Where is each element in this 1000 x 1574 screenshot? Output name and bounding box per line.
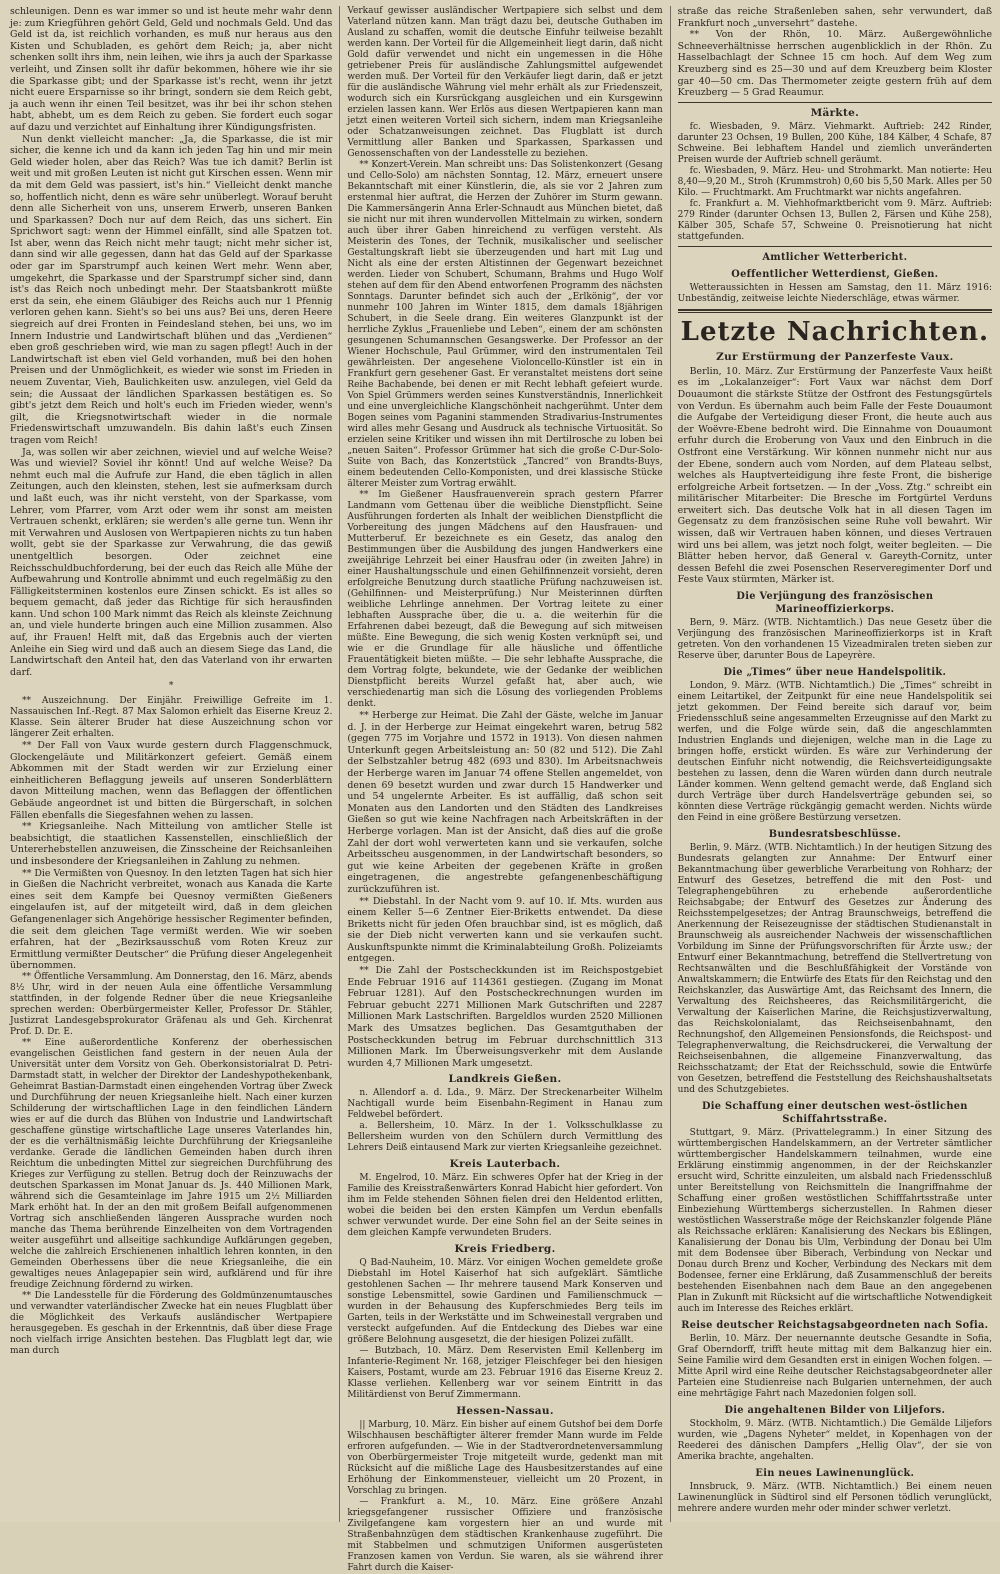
market-report: fc. Wiesbaden, 9. März. Heu- und Strohmarkt. Man notierte: Heu 8,40—9,20 M., Stroh (Krummstroh) 0,60 bis 5,50 Mark. Alles per 50 Kilo. — Fruchtmarkt. Am Fruchtmarkt war nichts angefahren.: [677, 165, 993, 198]
news-item: London, 9. März. (WTB. Nichtamtlich.) Die „Times“ schreibt in einem Leitartikel, der Zeitpunkt für eine neue Handelspolitik sei jetzt gekommen. Der Feind bereite sich darauf vor, beim Friedensschluß seine angesammelten Erzeugnisse auf den Markt zu werfen, und die Folge würde sein, daß die angeschlammten Industrien Englands und diejenigen, welche man in die Lage zu bringen hoffe, erstickt würden. Es wäre zur Verhinderung der deutschen Einfuhr nicht notwendig, die Reichsverteidigungsakte bestehen zu lassen, denn die Waren würden dann durch neutrale Länder kommen. Wenn geltend gemacht werde, daß England sich durch Verträge über durch Handelsverträge gebunden sei, so könnten diese Verträge rückgängig gemacht werden. Nichts würde den Feind in eine größere Bestürzung versetzen.: [677, 681, 993, 824]
news-item: ** Von der Rhön, 10. März. Außergewöhnliche Schneeverhältnisse herrschen augenblicklich in der Rhön. Zu Hasselbachlagt der Schnee 15 cm hoch. Auf dem Weg zum Kreuzberg sind es 25—30 und auf dem Kreuzberg beim Kloster gar 40—50 cm. Das Thermometer zeigte gestern früh auf dem Kreuzberg — 5 Grad Reaumur.: [677, 29, 993, 99]
news-item: ** Konzert-Verein. Man schreibt uns: Das Solistenkonzert (Gesang und Cello-Solo) am nächsten Sonntag, 12. März, erneuert unsere Bekanntschaft mit einer Künstlerin, die, als sie vor 2 Jahren zum erstenmal hier auftrat, die Herzen der Zuhörer im Sturm gewann. Die Kammersängerin Anna Erler-Schnaudt aus München bietet, daß sie nicht nur mit ihren wundervollen Mittelmain zu wirken, sondern auch über ihrer Gaben hinreichend zu verfügen versteht. Als Meisterin des Tones, der Technik, musikalischer und seelischer Gestaltungskraft liebt sie überzeugenden und hart mit Lug und Nicht als eine der ersten Altistinnen der Gegenwart bezeichnet werden. Lieder von Schubert, Schumann, Brahms und Hugo Wolf stehen auf dem für den Abend entworfenen Programm des nächsten Sonntags. Darunter befindet sich auch der „Erlkönig“, der vor nunmehr 100 Jahren im Winter 1815, dem damals 18jährigen Schubert, in die Seele drang. Ein weiteres Glanzpunkt ist der herrliche Zyklus „Frauenliebe und Leben“, einem der am schönsten gesungenen Schumannschen Gesangswerke. Der Professor an der Wiener Hochschule, Paul Grümmer, wird den instrumentalen Teil gewährleisten. Der angesehene Violoncello-Künstler ist ein in Frankfurt gern gesehener Gast. Er veranstaltet meistens dort seine Reihe Bachabende, bei denen er mit Recht lebhaft gefeiert wurde. Von Spiel Grümmers werden seines Kunstverständnis, Innerlichkeit und eine unvergleichliche Klangschönheit nachgerühmt. Unter dem Bogen seines vom Paganini stammenden Stradivarius-Instrumentes wird alles mehr Gesang und Ausdruck als technische Virtuosität. So erzielen seine Kritiker und wissen ihn mit Dertilrosche zu loben bei „neuen Saiten“. Professor Grümmer hat sich die große C-Dur-Solo-Suite von Bach, das Konzertstück „Tancred“ von Brandts-Buys, einem bedeutenden Cello-Komponisten, und drei klassische Stücke älterer Meister zum Vortrag erwählt.: [347, 160, 663, 489]
news-item: ** Die Zahl der Postscheckkunden ist im Reichspostgebiet Ende Februar 1916 auf 114361 gestiegen. (Zugang im Monat Februar 1281). Auf den Postscheckrechnungen wurden im Februar gebucht 2271 Millionen Mark Gutschriften und 2287 Millionen Mark Lastschriften. Bargeldlos wurden 2520 Millionen Mark des Umsatzes beglichen. Das Gesamtguthaben der Postscheckkunden betrug im Februar durchschnittlich 313 Millionen Mark. Im Überweisungsverkehr mit dem Auslande wurden 4,7 Millionen Mark umgesetzt.: [347, 965, 663, 1069]
news-item: ** Die Vermißten von Quesnoy. In den letzten Tagen hat sich hier in Gießen die Nachricht verbreitet, wonach aus Kanada die Karte eines seit dem Kampfe bei Quesnoy vermißten Gießeners eingelaufen ist, auf der mitgeteilt wird, daß in dem gleichen Gefangenenlager sich Angehörige hessischer Regimenter befinden, die seit dem gleichen Tage vermißt werden. Wie wir soeben erfahren, hat der „Bezirksausschuß vom Roten Kreuz zur Ermittlung vermißter Deutscher“ die Prüfung dieser Angelegenheit übernommen.: [10, 867, 333, 972]
news-item: Stuttgart, 9. März. (Privattelegramm.) In einer Sitzung des württembergischen Handelskammern, an der Vertreter sämtlicher württembergischer Handelskammern teilnahmen, wurde eine Erklärung einstimmig angenommen, in der der Reichskanzler ersucht wird, Schritte einzuleiten, um alsbald nach Friedensschluß unter Bereitstellung von Reichsmitteln die Inangriffnahme der Schaffung einer großen westöstlichen Schifffahrtsstraße unter Einbeziehung Württembergs sicherzustellen. In Rahmen dieser westöstlichen Wasserstraße möge der Reichskanzler folgende Pläne als Reichssache erklären: Kanalisierung des Neckars bis Eßlingen, Kanalisierung der Donau bis Ulm, Verbindung der Donau bei Ulm mit dem Bodensee über Biberach, Verbindung von Neckar und Donau durch Brenz und Kocher, Verbindung des Neckars mit dem Bodensee, ferner eine Erklärung, daß Zusammenschluß der bereits bestehenden Eisenbahnen nach dem Baue an den angegebenen Plan in Zukunft mit Rücksicht auf die wirtschaftliche Notwendigkeit auch im Interesse des Reiches erklärt.: [677, 1128, 993, 1315]
section-heading: Reise deutscher Reichstagsabgeordneten nach Sofia.: [681, 1320, 989, 1332]
section-heading: Kreis Lauterbach.: [449, 1158, 561, 1171]
article-text: straße das reiche Straßenleben sahen, sehr verwundert, daß Frankfurt noch „unversehrt“ dastehe.: [677, 6, 993, 29]
column-3: [671, 6, 992, 1522]
divider: [678, 246, 992, 247]
news-item: Stockholm, 9. März. (WTB. Nichtamtlich.) Die Gemälde Liljefors wurden, wie „Dagens Nyheter“ meldet, in Kopenhagen von der Reederei des dänischen Dampfers „Hellig Olav“, der sie von Amerika brachte, angehalten.: [677, 1419, 993, 1463]
news-item: ** Die Landesstelle für die Förderung des Goldmünzenumtausches und verwandter vaterländischer Zwecke hat ein neues Flugblatt über die Möglichkeit des Verkaufs ausländischer Wertpapiere herausgegeben. Es geschah in der Erkenntnis, daß über diese Frage noch vielfach irrige Ansichten bestehen. Das Flugblatt legt dar, wie man durch: [10, 1290, 333, 1356]
news-item: Berlin, 10. März. Der neuernannte deutsche Gesandte in Sofia, Graf Oberndorff, trifft heute mittag mit dem Balkanzug hier ein. Seine Familie wird dem Gesandten erst in einigen Wochen folgen. — Mitte April wird eine Reihe deutscher Reichstagsabgeordneter aller Parteien eine Studienreise nach Bulgarien unternehmen, der auch eine mehrtägige Fahrt nach Mazedonien folgen soll.: [677, 1334, 993, 1400]
column-rule: [339, 6, 340, 1522]
article-text: Nun denkt vielleicht mancher: „Ja, die Sparkasse, die ist mir sicher, die kenne ich und da kann ich jeden Tag hin und mir mein Geld wieder holen, aber das Reich? Was tue ich damit? Berlin ist weit und mit großen Leuten ist nicht gut Kirschen essen. Wenn mir da mit dem Geld was passiert, ist's hin.“ Vielleicht denkt manche so, hoffentlich nicht, denn es wäre sehr unüberlegt. Worauf beruht denn alle Sicherheit von uns, unserem Erwerb, unseren Banken und Sparkassen? Doch nur auf dem Reich, das uns sichert. Ein Sprichwort sagt: wenn der Himmel einfällt, sind alle Spatzen tot. Ist aber, wenn das Reich nicht mehr taugt; nicht mehr sicher ist, dann sind wir alle gegessen, dann hat das Geld auf der Sparkasse oder gar im Sparstrumpf auch keinen Wert mehr. Wenn aber, umgekehrt, die Sparkasse und der Sparstrumpf sicher sind, dann ist's das Reich noch unbedingt mehr. Der Staatsbankrott müßte erst da sein, ehe einem Gläubiger des Reichs auch nur 1 Pfennig verloren gehen kann. Sieht's so bei uns aus? Bei uns, deren Heere siegreich auf drei Fronten in Feindesland stehen, bei uns, wo im Innern Industrie und Landwirtschaft blühen und das „Verdienen“ eben groß geschrieben wird, wie man zu sagen pflegt! Auch in der Landwirtschaft ist eben viel Geld vorhanden, muß bei den hohen Preisen und der Unmöglichkeit, es wieder wie sonst im Frieden in neuem Zuventar, Vieh, Baulichkeiten usw. anzulegen, viel Geld da sein; die Aussaat der ländlichen Sparkassen bestätigen es. So gibt's jetzt dem Reich und holt's euch im Frieden wieder, wenn's gilt, die Kriegsnotwirtschaft wieder in die normale Friedenswirtschaft umzuwandeln. Bis dahin laßt's euch Zinsen tragen vom Reich!: [10, 133, 333, 446]
news-item: Q Bad-Nauheim, 10. März. Vor einigen Wochen gemeldete große Diebstahl im Hotel Kaiserhof hat sich aufgeklärt. Sämtliche gestohlenen Sachen — Ihr mehrere tausend Mark Konserven und sonstige Lebensmittel, sowie Gardinen und Familienschmuck — wurden in der Behausung des Kupferschmiedes Berg teils im Garten, teils in der Werkstätte und im Schweinestall vergraben und versteckt aufgefunden. Auf die Entdeckung des Diebes war eine größere Belohnung ausgesetzt, die der hiesigen Polizei zufällt.: [347, 1258, 663, 1346]
section-heading: Kreis Friedberg.: [454, 1243, 556, 1256]
news-item: Innsbruck, 9. März. (WTB. Nichtamtlich.) Bei einem neuen Lawinenunglück in Südtirol sind elf Personen tödlich verunglückt, mehrere andere wurden mehr oder minder schwer verletzt.: [677, 1482, 993, 1515]
column-rule: [670, 6, 671, 1522]
section-heading: Die „Times“ über neue Handelspolitik.: [723, 667, 947, 679]
news-item: ** Auszeichnung. Der Einjähr. Freiwillige Gefreite im 1. Nassauischen Inf.-Regt. 87 Max Salomon erhielt das Eiserne Kreuz 2. Klasse. Sein älterer Bruder hat diese Auszeichnung schon vor längerer Zeit erhalten.: [10, 696, 333, 740]
news-item: || Marburg, 10. März. Ein bisher auf einem Gutshof bei dem Dorfe Wilschhausen beschäftigter älterer fremder Mann wurde im Felde erfroren aufgefunden. — Wie in der Stadtverordnetenversammlung von Oberbürgermeister Troje mitgeteilt wurde, gedenkt man mit Rücksicht auf die mißliche Lage des Hausbesitzerstandes auf eine Erhöhung der Einkommensteuer, vielleicht um 20 Prozent, in Vorschlag zu bringen.: [347, 1420, 663, 1497]
section-heading: Ein neues Lawinenunglück.: [755, 1468, 915, 1480]
double-divider: [678, 309, 992, 313]
columns: [10, 6, 993, 1574]
news-item: — Butzbach, 10. März. Dem Reservisten Emil Kellenberg im Infanterie-Regiment Nr. 168, jetziger Fleischfeger bei den hiesigen Kaisers, Postamt, wurde am 23. Februar 1916 das Eiserne Kreuz 2. Klasse verliehen. Kellenberg war vor seinem Eintritt in das Militärdienst von Beruf Zimmermann.: [347, 1346, 663, 1401]
news-item: ** Der Fall von Vaux wurde gestern durch Flaggenschmuck, Glockengeläute und Militärkonzert gefeiert. Gemäß einem Abkommen mit der Stadt werden wir zur Erzielung einer einheitlicheren Beflaggung jeweils auf unseren Sonderblättern davon Mitteilung machen, wenn das Beflaggen der öffentlichen Gebäude angeordnet ist und bitten die Bürgerschaft, in solchen Fällen ebenfalls die Siegesfahnen wehen zu lassen.: [10, 740, 333, 821]
news-item: ** Herberge zur Heimat. Die Zahl der Gäste, welche im Januar d. J. in der Herberge zur Heimat eingekehrt waren, betrug 582 (gegen 775 im Vorjahre und 1572 in 1913). Von diesen nahmen Unterkunft gegen Arbeitsleistung an: 50 (82 und 512). Die Zahl der Selbstzahler betrug 482 (693 und 830). Im Arbeitsnachweis der Herberge waren im Januar 74 offene Stellen angemeldet, von denen 69 besetzt wurden und zwar durch 15 Handwerker und und 54 ungelernte Arbeiter. Es ist auffällig, daß schon seit Monaten aus den Landorten und den Städten des Landkreises Gießen so gut wie keine Nachfragen nach Arbeitskräften in der Herberge vorlagen. Man ist der Ansicht, daß dies auf die große Zahl der dort wohl verwerteten kann und sie verkaufen, solche Arbeitsscheu ausgenommen, in der Landwirtschaft besonders, so gut wie keine Arbeiten der gegebenen Kräfte in großen eingetragenen, die angestrebte gefangenenbeschäftigung zurückzuführen ist.: [347, 710, 663, 895]
news-item: ** Öffentliche Versammlung. Am Donnerstag, den 16. März, abends 8½ Uhr, wird in der neuen Aula eine öffentliche Versammlung stattfinden, in der folgende Redner über die neue Kriegsanleihe sprechen werden: Oberbürgermeister Keller, Professor Dr. Stähler, Justizrat Landesgebsprokurator Gräfenau als und Geh. Kirchenrat Prof. D. Dr. E.: [10, 971, 333, 1037]
column-1: [10, 6, 339, 1522]
article-text: Ja, was sollen wir aber zeichnen, wieviel und auf welche Weise? Was und wieviel? Soviel ihr könnt! Und auf welche Weise? Da nehmt euch mal die Aufrufe zur Hand, die eben täglich in allen Zeitungen, auch den kleinsten, stehen, lest sie aufmerksam durch und laßt euch, was ihr nicht versteht, von der Sparkasse, vom Lehrer, vom Pfarrer, vom Arzt oder wem ihr sonst am meisten Vertrauen schenkt, erklären; sie werden's alle gerne tun. Wenn ihr mit Verwahren und Auslosen von Wertpapieren nichts zu tun haben wollt, gebt sie der Sparkasse zur Verwahrung, die das gewiß unentgeltlich besorgen. Oder zeichnet eine Reichsschuldbuchforderung, bei der euch das Reich alle Mühe der Aufbewahrung und Kontrolle abnimmt und euch regelmäßig zu den Fälligkeitsterminen kostenlos eure Zinsen schickt. Es ist alles so bequem gemacht, daß jeder das Richtige für sich herausfinden kann. Und schon 100 Mark nimmt das Reich als kleinste Zeichnung an, und viele hunderte bringen auch eine Million zusammen. Also auf, ihr Frauen! Helft mit, daß das Ergebnis auch der vierten Anleihe ein Sieg wird und daß auch an diesem Siege das Land, die Landwirtschaft den Anteil hat, den das Vaterland von ihr erwarten darf.: [10, 446, 333, 678]
article-text: schleunigen. Denn es war immer so und ist heute mehr wahr denn je: zum Kriegführen gehört Geld, Geld und nochmals Geld. Und das Geld ist da, ist reichlich vorhanden, es muß nur heraus aus den Kisten und Schubladen, es gehört dem Reich; ja, aber nicht schenken sollt ihrs ihm, nein leihen, wie ihrs ja auch der Sparkasse verleiht, und Zinsen sollt ihr dafür bekommen, höhere wie ihr sie die Sparkasse gibt; und der Sparkasse ist's recht, wenn ihr jetzt nicht euere Ersparnisse so ihr bringt, sondern sie dem Reich gebt, ja auch wenn ihr einen Teil besitzet, was ihr bei ihr schon stehen habt, abhebt, um es dem Reich zu geben. Sie fordert euch sogar auf dazu und verzichtet auf Einhaltung ihrer Kündigungsfristen.: [10, 6, 333, 133]
news-item: — Frankfurt a. M., 10. März. Eine größere Anzahl kriegsgefangener russischer Offiziere und französische Zivilgefangene kam vorgestern hier an und wurde mit Straßenbahnzügen dem städtischen Krankenhause zugeführt. Die mit Stabbelmen und schmutzigen Uniformen ausgerüsteten Franzosen kamen von Verdun. Sie waren, als sie während ihrer Fahrt durch die Kaiser-: [347, 1497, 663, 1574]
news-item: ** Kriegsanleihe. Nach Mitteilung von amtlicher Stelle ist beabsichtigt, die staatlichen Kassenstellen, einschließlich der Untererhebstellen anzuweisen, die Zinsscheine der Reichsanleihen und insbesondere der Kriegsanleihen in Zahlung zu nehmen.: [10, 821, 333, 867]
section-heading: Die Schaffung einer deutschen west-östlichen Schiffahrtsstraße.: [701, 1101, 968, 1126]
section-heading: Landkreis Gießen.: [448, 1073, 562, 1086]
column-2: [340, 6, 669, 1574]
divider: [678, 102, 992, 103]
section-heading: Die angehaltenen Bilder von Liljefors.: [724, 1405, 946, 1417]
news-item: ** Diebstahl. In der Nacht vom 9. auf 10. lf. Mts. wurden aus einem Keller 5—6 Zentner Eier-Briketts entwendet. Da diese Briketts nicht für jeden Ofen brauchbar sind, ist es möglich, daß sie der Dieb nicht verwerten kann und sie verkaufen sucht. Auskunftspunkte nimmt die Kriminalabteilung Großh. Polizeiamts entgegen.: [347, 895, 663, 965]
weather-report: Wetteraussichten in Hessen am Samstag, den 11. März 1916: Unbeständig, zeitweise leichte Niederschläge, etwas wärmer.: [677, 282, 993, 304]
section-heading: Märkte.: [810, 106, 860, 119]
section-heading: Die Verjüngung des französischen Marineoffizierkorps.: [736, 591, 934, 616]
market-report: fc. Frankfurt a. M. Viehhofmarktbericht vom 9. März. Auftrieb: 279 Rinder (darunter Ochsen 13, Bullen 2, Färsen und Kühe 258), Kälber 305, Schafe 57, Schweine 0. Preisnotierung hat nicht stattgefunden.: [677, 198, 993, 242]
news-item: Bern, 9. März. (WTB. Nichtamtlich.) Das neue Gesetz über die Verjüngung des französischen Marineoffizierkorps ist in Kraft getreten. Von den vorhandenen 15 Vizeadmiralen treten sieben zur Reserve über, darunter Bous de Lapeyrère.: [677, 618, 993, 662]
news-item: ** Eine außerordentliche Konferenz der oberhessischen evangelischen Geistlichen fand gestern in der neuen Aula der Universität unter dem Vorsitz von Geh. Oberkonsistorialrat D. Petri-Darmstadt statt, in welcher der Direktor der Landeshypothekenbank, Geheimrat Bastian-Darmstadt einen eingehenden Vortrag über Zweck und Durchführung der neuen Kriegsanleihe hielt. Nach einer kurzen Schilderung der wirtschaftlichen Lage in den feindlichen Ländern wies er auf die durch das Blühen von Industrie und Landwirtschaft geschaffene günstige wirtschaftliche Lage unseres Vaterlandes hin, der es die verhältnismäßig leichte Durchführung der Kriegsanleihe verdanke. Gerade die ländlichen Gemeinden haben durch ihren Reichtum die unbedingten Mittel zur siegreichen Durchführung des Krieges zur Verfügung zu stellen. Betrug doch der Reinzuwachs der deutschen Sparkassen im Monat Januar ds. Js. 440 Millionen Mark, während sich die Gesamteinlage im Jahre 1915 um 2½ Milliarden Mark erhöht hat. In der an den mit großem Beifall aufgenommenen Vortrag sich anschließenden längeren Aussprache wurden noch manche das Thema berührende Einzelheiten von dem Vortragenden weiter ausgeführt und allseitige sachkundige Aufklärungen gegeben, welche die zahlreich Erschienenen inhaltlich lehren konnten, in den Gemeinden Oberhessens über die neue Kriegsanleihe, die ein gewaltiges neues Anlagepapier sein wird, aufklärend und für ihre freudige Zeichnung fördernd zu wirken.: [10, 1037, 333, 1290]
news-item: a. Bellersheim, 10. März. In der 1. Volksschulklasse zu Bellersheim wurden von den Schülern durch Vermittlung des Lehrers Deiß eintausend Mark zur vierten Kriegsanleihe gezeichnet.: [347, 1121, 663, 1154]
section-heading: Bundesratsbeschlüsse.: [768, 829, 901, 841]
separator-star: *: [168, 681, 174, 692]
news-item: Berlin, 9. März. (WTB. Nichtamtlich.) In der heutigen Sitzung des Bundesrats gelangten zur Annahme: Der Entwurf einer Bekanntmachung über gewerbliche Verarbeitung von Rohharz; der Entwurf des Gesetzes, betreffend die mit den Post- und Telegraphengebühren zu erhebende außerordentliche Reichsabgabe; der Entwurf des Gesetzes zur Änderung des Reichsstempelgesetzes; der Antrag Braunschweigs, betreffend die Anerkennung der Reisezeugnisse der städtischen Studienanstalt in Braunschweig als ausreichender Nachweis der wissenschaftlichen Vorbildung im Sinne der Prüfungsvorschriften für Ärzte usw.; der Entwurf einer Bekanntmachung, betreffend die Stellvertretung von Rechtsanwälten und die Beschlußfähigkeit der Vorstände von Anwaltskammern; die Entwürfe des Etats für den Reichstag und den Reichskanzler, das Auswärtige Amt, das Reichsamt des Innern, die Verwaltung des Reichsheeres, das Reichsmilitärgericht, die Verwaltung der Kaiserlichen Marine, die Reichsjustizverwaltung, das Reichskolonialamt, das Reichseisenbahnamt, den Rechnungshof, den Allgemeinen Pensionsfonds, die Reichspost- und Telegraphenverwaltung, die Reichsdruckerei, die Verwaltung der Reichseisenbahnen, die allgemeine Finanzverwaltung, das Reichsschatzamt; der Etat der Reichsschuld, sowie die Entwürfe von Gesetzen, betreffend die Feststellung des Reichshaushaltsetats und des Schutzgebietes.: [677, 843, 993, 1096]
section-subheading: Oeffentlicher Wetterdienst, Gießen.: [731, 268, 939, 280]
section-heading: Zur Erstürmung der Panzerfeste Vaux.: [716, 350, 954, 363]
article-text: Verkauf gewisser ausländischer Wertpapiere sich selbst und dem Vaterland nützen kann. Man trägt dazu bei, deutsche Guthaben im Ausland zu schaffen, womit die deutsche Einfuhr teilweise bezahlt werden kann. Der Vorteil für die Allgemeinheit liegt darin, daß nicht Gold dafür verwendet und nicht ein ungemessen in die Höhe getriebener Preis für ausländische Zahlungsmittel aufgewendet werden muß. Der Vorteil für den Verkäufer liegt darin, daß er jetzt für die ausländische Währung viel mehr erhält als zur Friedenszeit, wodurch sich ein Kursrückgang ausgleichen und ein Kursgewinn erzielen lassen kann. Wer Erlös aus diesen Wertpapieren kann man jetzt einen weiteren Vorteil sich sichern, indem man Kriegsanleihe oder Schatzanweisungen zeichnet. Das Flugblatt ist durch Vermittlung aller Banken und Sparkassen, Sparkassen und Genossenschaften von der Landesstelle zu beziehen.: [347, 6, 663, 159]
news-item: M. Engelrod, 10. März. Ein schweres Opfer hat der Krieg in der Familie des Kreisstraßenwärters Konrad Habicht hier gefordert. Von ihm im Felde stehenden Söhnen fielen drei den Heldentod erlitten, wobei die beiden bei den ersten Kämpfen um Verdun ebenfalls schwer verwundet wurde. Der eine Sohn fiel an der Seite seines in dem gleichen Kampfe verwundeten Bruders.: [347, 1173, 663, 1239]
latest-news-heading: Letzte Nachrichten.: [680, 316, 990, 347]
news-item: n. Allendorf a. d. Lda., 9. März. Der Streckenarbeiter Wilhelm Nachtigall wurde beim Eisenbahn-Regiment in Hanau zum Feldwebel befördert.: [347, 1088, 663, 1121]
news-item: ** Im Gießener Hausfrauenverein sprach gestern Pfarrer Landmann vom Gettenau über die weibliche Dienstpflicht. Seine Ausführungen forderten als Inhalt der weiblichen Dienstpflicht die Vorbereitung des jungen Mädchens auf den Hausfrauen- und Mutterberuf. Er bezeichnete es ein Gesetz, das analog den Bestimmungen über die Ausbildung des jungen Handwerkers eine zweijährige Lehrzeit bei einer Hausfrau oder (in zweiten Jahre) in einer Haushaltungsschule und einen Gehilfinnenzeit vorsieht, deren erfolgreiche Benutzung durch staatliche Prüfung nachzuweisen ist. (Gehilfinnen- und Meisterprüfung.) Nur Meisterinnen dürften weibliche Lehrlinge annehmen. Der Vortrag leitete zu einer lebhaften Aussprache über, die u. a. die weiterhin für die Erfahrenen dabei bezeugt, daß die Bewegung auf sich mitweisen müßte. Eine Bewegung, die sich wenig Kosten verknüpft sei, und wie er die Grundlage für alle häusliche und öffentliche Frauentätigkeit bieten müßte. — Die sehr lebhafte Aussprache, die dem Vortrag folgte, bekundete, wie der Gedanke der weiblichen Dienstpflicht bereits Wurzel gefaßt hat, aber auch, wie verschiedenartig man sich die Lösung des vorliegenden Problems denkt.: [347, 490, 663, 709]
section-heading: Amtlicher Wetterbericht.: [762, 251, 908, 263]
market-report: fc. Wiesbaden, 9. März. Viehmarkt. Auftrieb: 242 Rinder, darunter 23 Ochsen, 19 Bullen, 200 Kühe, 184 Kälber, 4 Schafe, 87 Schweine. Bei lebhaftem Handel und ziemlich unveränderten Preisen wurde der Auftrieb schnell geräumt.: [677, 121, 993, 165]
news-item: Berlin, 10. März. Zur Erstürmung der Panzerfeste Vaux heißt es im „Lokalanzeiger“: Fort Vaux war nächst dem Dorf Douaumont die stärkste Stütze der Ostfront des Festungsgürtels von Verdun. Es übernahm auch beim Falle der Feste Douaumont die Aufgabe der Verteidigung dieser Front, die heute auch aus der Woëvre-Ebene bedroht wird. Die Einnahme von Douaumont erfuhr durch die Eroberung von Vaux und den Einbruch in die Ostfront eine Verstärkung. Wir können nunmehr nicht nur aus der Ebene, sondern auch vom Norden, auf dem Plateau selbst, welches als Hauptverteidigung ihre feste Front, die bisherige erfolgreiche Arbeit fortsetzen. — In der „Voss. Ztg.“ schreibt ein militärischer Mitarbeiter: Die Bresche im Fortgürtel Verduns erweitert sich. Das deutsche Volk hat in all diesen Tagen im Gegensatz zu dem französischen seine Ruhe voll bewahrt. Wir wissen, daß wir Vertrauen haben können, und dieses Vertrauen wird uns bei allem, was jetzt noch folgt, weiter begleiten. — Die Blätter heben hervor, daß General v. Gareyth-Cornitz, unter dessen Befehl die zwei Posenschen Reserveregimenter Dorf und Feste Vaux stürmten, Märker ist.: [677, 365, 993, 586]
section-heading: Hessen-Nassau.: [456, 1405, 554, 1418]
